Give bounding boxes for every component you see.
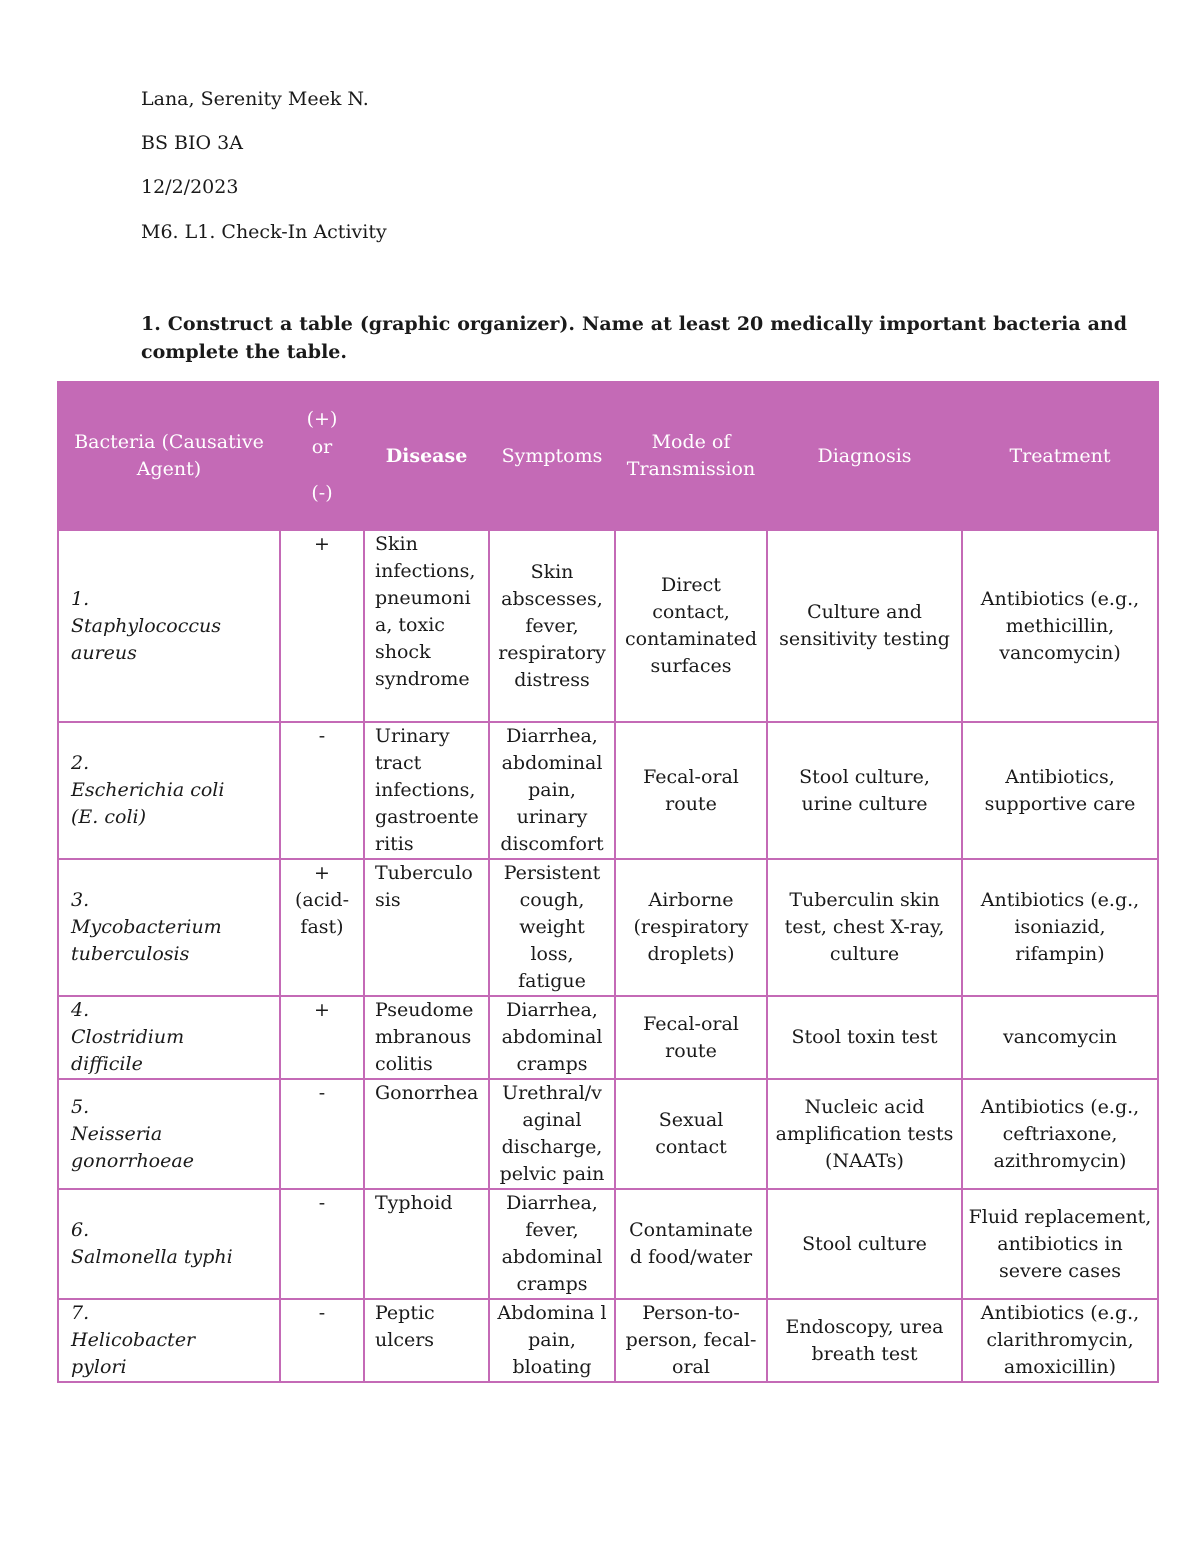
diagnosis-cell: Stool culture, urine culture	[767, 722, 962, 859]
header-diagnosis: Diagnosis	[767, 382, 962, 530]
activity-title: M6. L1. Check-In Activity	[141, 221, 387, 243]
treatment-cell: vancomycin	[962, 996, 1158, 1079]
header-gram-or: or	[311, 436, 333, 458]
treatment-cell: Antibiotics (e.g., ceftriaxone, azithromycin)	[962, 1079, 1158, 1189]
treatment-cell: Antibiotics (e.g., clarithromycin, amoxicillin)	[962, 1299, 1158, 1382]
transmission-cell: Person-to-person, fecal-oral	[615, 1299, 767, 1382]
gram-stain-cell: -	[280, 1299, 364, 1382]
treatment-cell: Fluid replacement, antibiotics in severe cases	[962, 1189, 1158, 1299]
bacteria-name: Staphylococcus aureus	[71, 614, 221, 664]
bacteria-name: Salmonella typhi	[71, 1246, 233, 1268]
bacteria-cell	[58, 1189, 280, 1299]
table-header-row	[58, 382, 1158, 530]
bacteria-name: Clostridium difficile	[71, 1026, 185, 1075]
header-gram-minus: (-)	[311, 482, 333, 504]
bacteria-cell	[58, 859, 280, 996]
table-row	[58, 1079, 1158, 1189]
symptoms-cell: Persistent cough, weight loss, fatigue	[489, 859, 615, 996]
row-number: 3.	[71, 889, 90, 911]
bacteria-table	[57, 381, 1159, 1383]
header-treatment: Treatment	[962, 382, 1158, 530]
bacteria-cell	[58, 1079, 280, 1189]
table-row	[58, 1189, 1158, 1299]
row-number: 7.	[71, 1302, 90, 1324]
treatment-cell: Antibiotics (e.g., methicillin, vancomycin)	[962, 530, 1158, 722]
activity-date: 12/2/2023	[141, 176, 239, 198]
row-number: 2.	[71, 752, 90, 774]
question-prompt: 1. Construct a table (graphic organizer). Name at least 20 medically important bacteria and complete the table.	[141, 313, 1127, 363]
transmission-cell: Direct contact, contaminated surfaces	[615, 530, 767, 722]
symptoms-cell: Diarrhea, abdominal cramps	[489, 996, 615, 1079]
header-gram-plus: (+)	[306, 408, 338, 430]
transmission-cell: Sexual contact	[615, 1079, 767, 1189]
disease-cell: Typhoid	[364, 1189, 489, 1299]
symptoms-cell: Diarrhea, abdominal pain, urinary discomfort	[489, 722, 615, 859]
diagnosis-cell: Endoscopy, urea breath test	[767, 1299, 962, 1382]
diagnosis-cell: Tuberculin skin test, chest X-ray, culture	[767, 859, 962, 996]
bacteria-name: Neisseria gonorrhoeae	[71, 1122, 194, 1172]
symptoms-cell: Urethral/v aginal discharge, pelvic pain	[489, 1079, 615, 1189]
symptoms-cell: Diarrhea, fever, abdominal cramps	[489, 1189, 615, 1299]
bacteria-cell	[58, 996, 280, 1079]
student-name: Lana, Serenity Meek N.	[141, 88, 369, 110]
gram-stain-cell: -	[280, 1189, 364, 1299]
header-disease: Disease	[364, 382, 489, 530]
student-section: BS BIO 3A	[141, 132, 243, 154]
symptoms-cell: Skin abscesses, fever, respiratory distress	[489, 530, 615, 722]
disease-cell: Tuberculo sis	[364, 859, 489, 996]
treatment-cell: Antibiotics, supportive care	[962, 722, 1158, 859]
table-row	[58, 859, 1158, 996]
table-row	[58, 996, 1158, 1079]
disease-cell: Peptic ulcers	[364, 1299, 489, 1382]
diagnosis-cell: Culture and sensitivity testing	[767, 530, 962, 722]
row-number: 6.	[71, 1219, 90, 1241]
transmission-cell: Fecal-oral route	[615, 996, 767, 1079]
row-number: 4.	[71, 999, 90, 1021]
bacteria-name: Mycobacterium tuberculosis	[71, 916, 222, 965]
gram-stain-cell: +	[280, 530, 364, 722]
diagnosis-cell: Stool culture	[767, 1189, 962, 1299]
bacteria-cell	[58, 722, 280, 859]
bacteria-cell	[58, 1299, 280, 1382]
bacteria-name: Helicobacter pylori	[71, 1329, 196, 1378]
gram-stain-cell: -	[280, 1079, 364, 1189]
table-row	[58, 722, 1158, 859]
table-row	[58, 530, 1158, 722]
treatment-cell: Antibiotics (e.g., isoniazid, rifampin)	[962, 859, 1158, 996]
gram-stain-cell: +	[280, 996, 364, 1079]
transmission-cell: Contaminate d food/water	[615, 1189, 767, 1299]
transmission-cell: Airborne (respiratory droplets)	[615, 859, 767, 996]
header-gram-stain	[280, 382, 364, 530]
disease-cell: Skin infections, pneumoni a, toxic shock syndrome	[364, 530, 489, 722]
bacteria-cell	[58, 530, 280, 722]
header-bacteria: Bacteria (Causative Agent)	[58, 382, 280, 530]
header-symptoms: Symptoms	[489, 382, 615, 530]
diagnosis-cell: Stool toxin test	[767, 996, 962, 1079]
table-row	[58, 1299, 1158, 1382]
bacteria-name: Escherichia coli (E. coli)	[71, 779, 225, 828]
diagnosis-cell: Nucleic acid amplification tests (NAATs)	[767, 1079, 962, 1189]
header-transmission: Mode of Transmission	[615, 382, 767, 530]
disease-cell: Gonorrhea	[364, 1079, 489, 1189]
row-number: 5.	[71, 1095, 90, 1118]
row-number: 1.	[71, 587, 90, 610]
transmission-cell: Fecal-oral route	[615, 722, 767, 859]
symptoms-cell: Abdomina l pain, bloating	[489, 1299, 615, 1382]
gram-stain-cell: -	[280, 722, 364, 859]
gram-stain-cell: + (acid-fast)	[280, 859, 364, 996]
disease-cell: Pseudome mbranous colitis	[364, 996, 489, 1079]
disease-cell: Urinary tract infections, gastroente ritis	[364, 722, 489, 859]
